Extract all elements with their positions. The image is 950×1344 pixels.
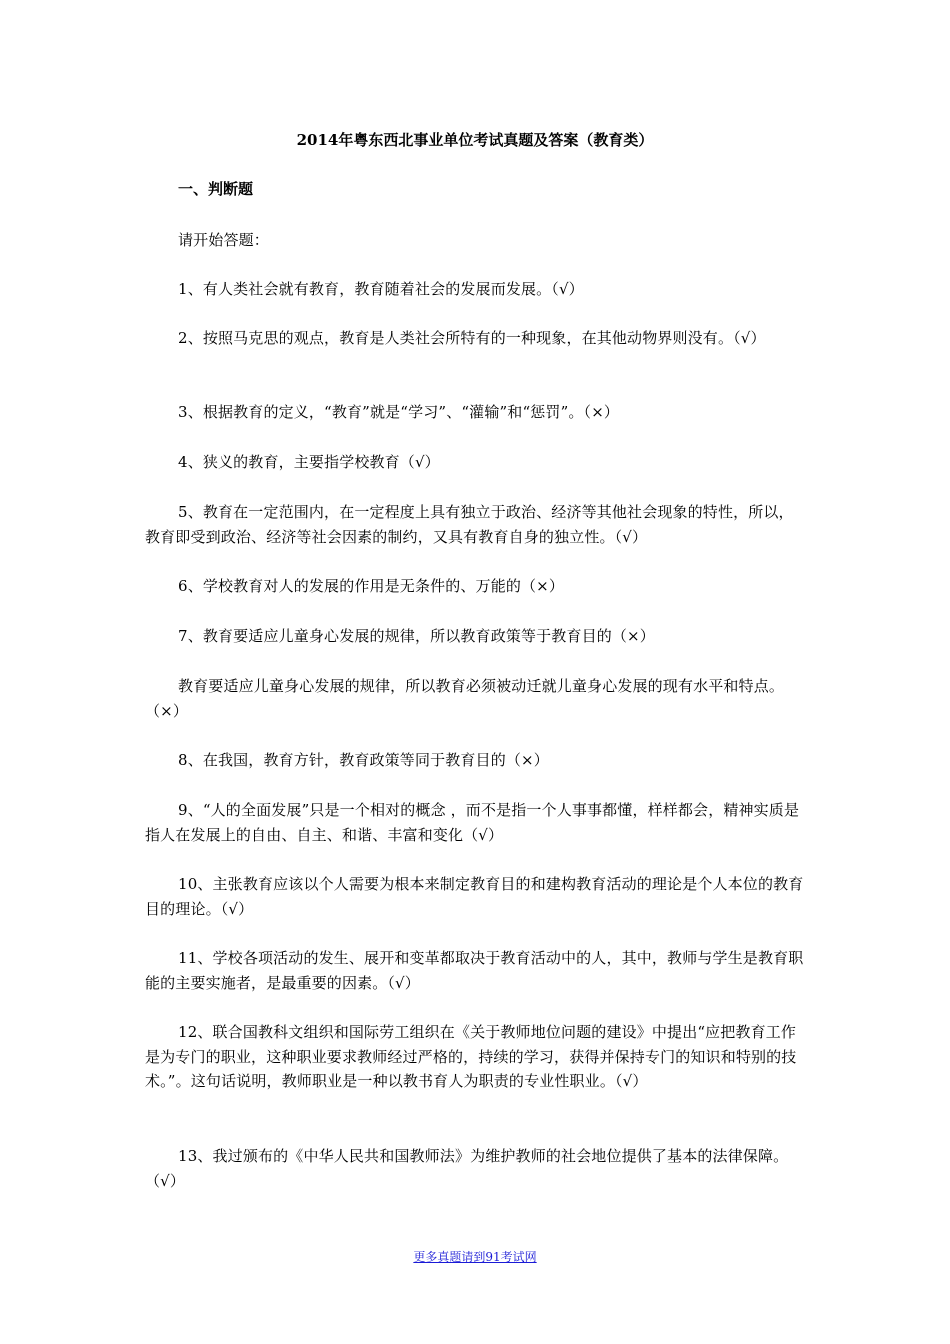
footer-link[interactable]: 更多真题请到91考试网 [413,1250,537,1264]
question-item: 8、在我国，教育方针，教育政策等同于教育目的（×） [178,751,549,769]
document-title: 2014年粤东西北事业单位考试真题及答案（教育类） [296,131,654,149]
question-item: 11、学校各项活动的发生、展开和变革都取决于教育活动中的人，其中，教师与学生是教育职能的主要实施者，是最重要的因素。（√） [145,949,804,992]
question-item: 12、联合国教科文组织和国际劳工组织在《关于教师地位问题的建设》中提出“应把教育工作是为专门的职业，这种职业要求教师经过严格的，持续的学习，获得并保持专门的知识和特别的技术。”。这句话说明，教师职业是一种以教书育人为职责的专业性职业。（√） [145,1023,797,1090]
question-item: 7、教育要适应儿童身心发展的规律，所以教育政策等于教育目的（×） [178,627,655,645]
intro-text: 请开始答题： [178,231,269,249]
section-heading: 一、判断题 [178,180,254,198]
question-item: 2、按照马克思的观点，教育是人类社会所特有的一种现象，在其他动物界则没有。（√） [178,329,766,347]
question-item: 6、学校教育对人的发展的作用是无条件的、万能的（×） [178,577,565,595]
question-item: 10、主张教育应该以个人需要为根本来制定教育目的和建构教育活动的理论是个人本位的教育目的理论。（√） [145,875,804,918]
question-item: 1、有人类社会就有教育，教育随着社会的发展而发展。（√） [178,280,584,298]
question-item: 4、狭义的教育，主要指学校教育（√） [178,453,440,471]
question-item: 教育要适应儿童身心发展的规律，所以教育必须被动迁就儿童身心发展的现有水平和特点。（×） [145,677,785,720]
question-item: 13、我过颁布的《中华人民共和国教师法》为维护教师的社会地位提供了基本的法律保障。（√） [145,1147,789,1190]
question-item: 3、根据教育的定义，“教育”就是“学习”、“灌输”和“惩罚”。（×） [178,403,620,421]
question-item: 9、“人的全面发展”只是一个相对的概念 ，而不是指一个人事事都懂，样样都会，精神实质是指人在发展上的自由、自主、和谐、丰富和变化（√） [145,801,800,844]
question-item: 5、教育在一定范围内，在一定程度上具有独立于政治、经济等其他社会现象的特性，所以，教育即受到政治、经济等社会因素的制约，又具有教育自身的独立性。（√） [145,503,794,546]
